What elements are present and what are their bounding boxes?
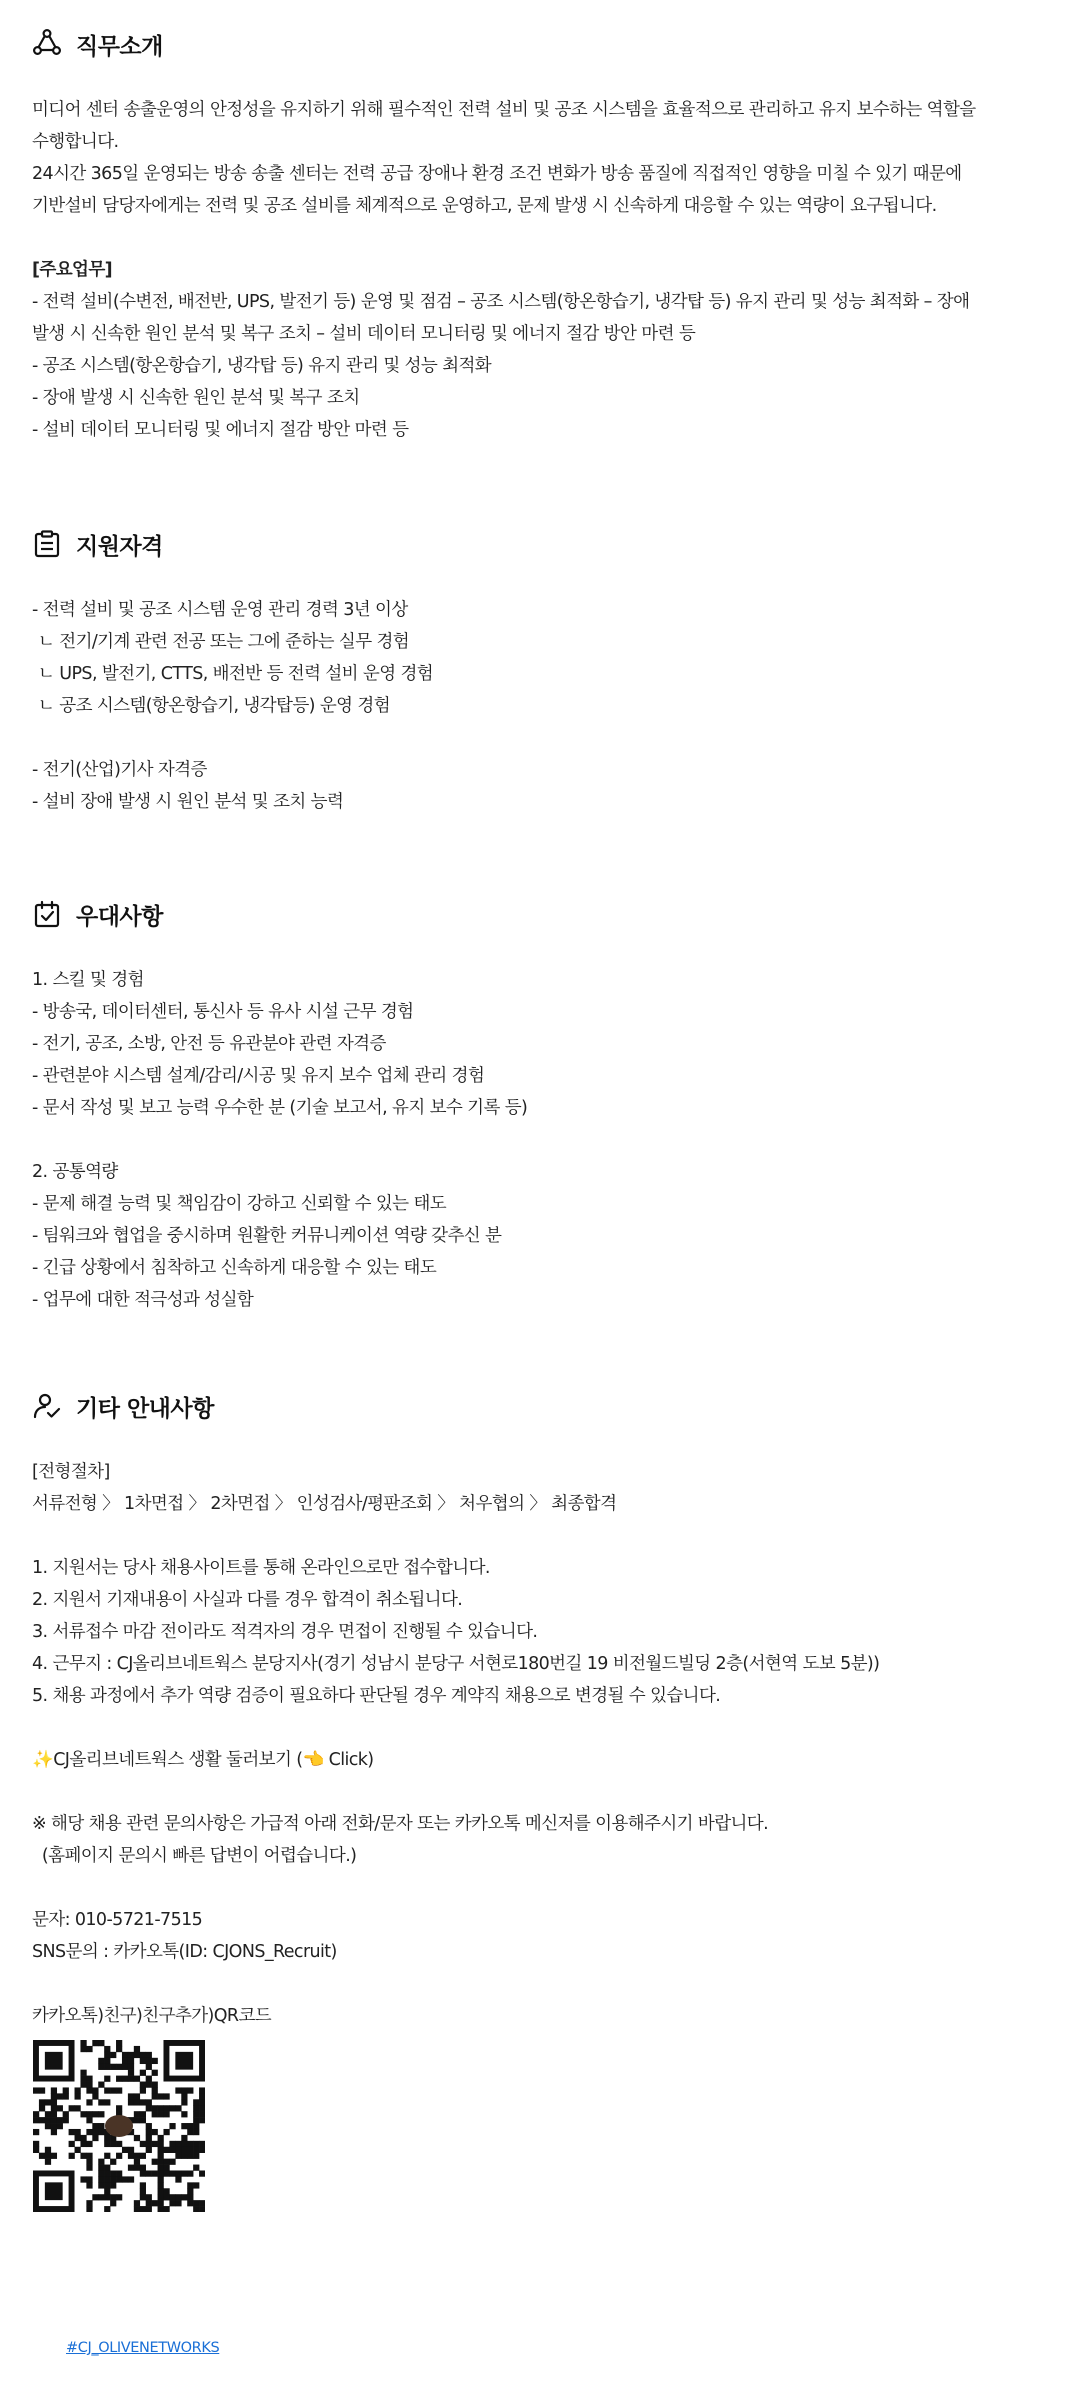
duty-line: - 장애 발생 시 신속한 원인 분석 및 복구 조치 bbox=[32, 388, 360, 408]
body-line: 기반설비 담당자에게는 전력 및 공조 설비를 체계적으로 운영하고, 문제 발생 시 신속하게 대응할 수 있는 역량이 요구됩니다. bbox=[32, 196, 937, 216]
qualification-line: ㄴ UPS, 발전기, CTTS, 배전반 등 전력 설비 운영 경험 bbox=[38, 664, 434, 684]
inquiry-line: (홈페이지 문의시 빠른 답변이 어렵습니다.) bbox=[32, 1846, 357, 1866]
preferred-line: - 방송국, 데이터센터, 통신사 등 유사 시설 근무 경험 bbox=[32, 1002, 414, 1022]
qualification-line: - 설비 장애 발생 시 원인 분석 및 조치 능력 bbox=[32, 792, 344, 812]
notice-line: 2. 지원서 기재내용이 사실과 다를 경우 합격이 취소됩니다. bbox=[32, 1590, 463, 1610]
preferred-title: 우대사항 bbox=[76, 903, 163, 930]
job-intro-body bbox=[32, 94, 1062, 446]
contact-kakao: SNS문의 : 카카오톡(ID: CJONS_Recruit) bbox=[32, 1942, 337, 1962]
duty-line: - 전력 설비(수변전, 배전반, UPS, 발전기 등) 운영 및 점검 – 공조 시스템(항온항습기, 냉각탑 등) 유지 관리 및 성능 최적화 – 장애 bbox=[32, 292, 970, 312]
people-network-icon bbox=[32, 29, 62, 59]
process-steps: 서류전형 〉 1차면접 〉 2차면접 〉 인성검사/평판조회 〉 처우협의 〉 최종합격 bbox=[32, 1494, 617, 1514]
notice-line: 3. 서류접수 마감 전이라도 적격자의 경우 면접이 진행될 수 있습니다. bbox=[32, 1622, 538, 1642]
preferred-line: - 긴급 상황에서 침착하고 신속하게 대응할 수 있는 태도 bbox=[32, 1258, 437, 1278]
contact-sms: 문자: 010-5721-7515 bbox=[32, 1910, 203, 1930]
other-info-body bbox=[32, 1456, 1062, 2032]
duty-line: - 공조 시스템(항온항습기, 냉각탑 등) 유지 관리 및 성능 최적화 bbox=[32, 356, 492, 376]
other-info-header bbox=[32, 1386, 214, 1426]
person-check-icon bbox=[32, 1391, 62, 1421]
preferred-body bbox=[32, 964, 1062, 1316]
company-life-link[interactable]: ✨CJ올리브네트웍스 생활 둘러보기 (👈 Click) bbox=[32, 1750, 374, 1770]
body-line: 미디어 센터 송출운영의 안정성을 유지하기 위해 필수적인 전력 설비 및 공조 시스템을 효율적으로 관리하고 유지 보수하는 역할을 bbox=[32, 100, 976, 120]
preferred-header bbox=[32, 894, 163, 934]
preferred-line: - 문서 작성 및 보고 능력 우수한 분 (기술 보고서, 유지 보수 기록 등) bbox=[32, 1098, 528, 1118]
hashtag-link[interactable]: #CJ_OLIVENETWORKS bbox=[66, 2340, 220, 2356]
preferred-line: - 문제 해결 능력 및 책임감이 강하고 신뢰할 수 있는 태도 bbox=[32, 1194, 447, 1214]
qualifications-title: 지원자격 bbox=[76, 533, 163, 560]
notice-line: 1. 지원서는 당사 채용사이트를 통해 온라인으로만 접수합니다. bbox=[32, 1558, 490, 1578]
duties-heading: [주요업무] bbox=[32, 260, 113, 280]
preferred-line: - 전기, 공조, 소방, 안전 등 유관분야 관련 자격증 bbox=[32, 1034, 386, 1054]
notice-line: 4. 근무지 : CJ올리브네트웍스 분당지사(경기 성남시 분당구 서현로180번길 19 비전월드빌딩 2층(서현역 도보 5분)) bbox=[32, 1654, 880, 1674]
qualification-line: - 전력 설비 및 공조 시스템 운영 관리 경력 3년 이상 bbox=[32, 600, 408, 620]
body-line: 수행합니다. bbox=[32, 132, 119, 152]
qualification-line: ㄴ 공조 시스템(항온항습기, 냉각탑등) 운영 경험 bbox=[38, 696, 391, 716]
other-info-title: 기타 안내사항 bbox=[76, 1395, 214, 1422]
qualification-line: ㄴ 전기/기계 관련 전공 또는 그에 준하는 실무 경험 bbox=[38, 632, 410, 652]
qualifications-body bbox=[32, 594, 1062, 818]
preferred-line: 1. 스킬 및 경험 bbox=[32, 970, 144, 990]
clipboard-icon bbox=[32, 529, 62, 559]
notice-line: 5. 채용 과정에서 추가 역량 검증이 필요하다 판단될 경우 계약직 채용으로 변경될 수 있습니다. bbox=[32, 1686, 721, 1706]
qr-label: 카카오톡)친구)친구추가)QR코드 bbox=[32, 2006, 272, 2026]
duty-line: - 설비 데이터 모니터링 및 에너지 절감 방안 마련 등 bbox=[32, 420, 409, 440]
preferred-line: - 관련분야 시스템 설계/감리/시공 및 유지 보수 업체 관리 경험 bbox=[32, 1066, 485, 1086]
job-intro-header bbox=[32, 24, 163, 64]
duty-line: 발생 시 신속한 원인 분석 및 복구 조치 – 설비 데이터 모니터링 및 에너지 절감 방안 마련 등 bbox=[32, 324, 696, 344]
inquiry-line: ※ 해당 채용 관련 문의사항은 가급적 아래 전화/문자 또는 카카오톡 메신저를 이용해주시기 바랍니다. bbox=[32, 1814, 769, 1834]
qualification-line: - 전기(산업)기사 자격증 bbox=[32, 760, 207, 780]
body-line: 24시간 365일 운영되는 방송 송출 센터는 전력 공급 장애나 환경 조건 변화가 방송 품질에 직접적인 영향을 미칠 수 있기 때문에 bbox=[32, 164, 962, 184]
preferred-line: 2. 공통역량 bbox=[32, 1162, 118, 1182]
job-intro-title: 직무소개 bbox=[76, 33, 163, 60]
calendar-check-icon bbox=[32, 899, 62, 929]
kakao-qr-code-image bbox=[33, 2040, 205, 2212]
preferred-line: - 팀워크와 협업을 중시하며 원활한 커뮤니케이션 역량 갖추신 분 bbox=[32, 1226, 502, 1246]
preferred-line: - 업무에 대한 적극성과 성실함 bbox=[32, 1290, 254, 1310]
process-heading: [전형절차] bbox=[32, 1462, 110, 1482]
qualifications-header bbox=[32, 524, 163, 564]
